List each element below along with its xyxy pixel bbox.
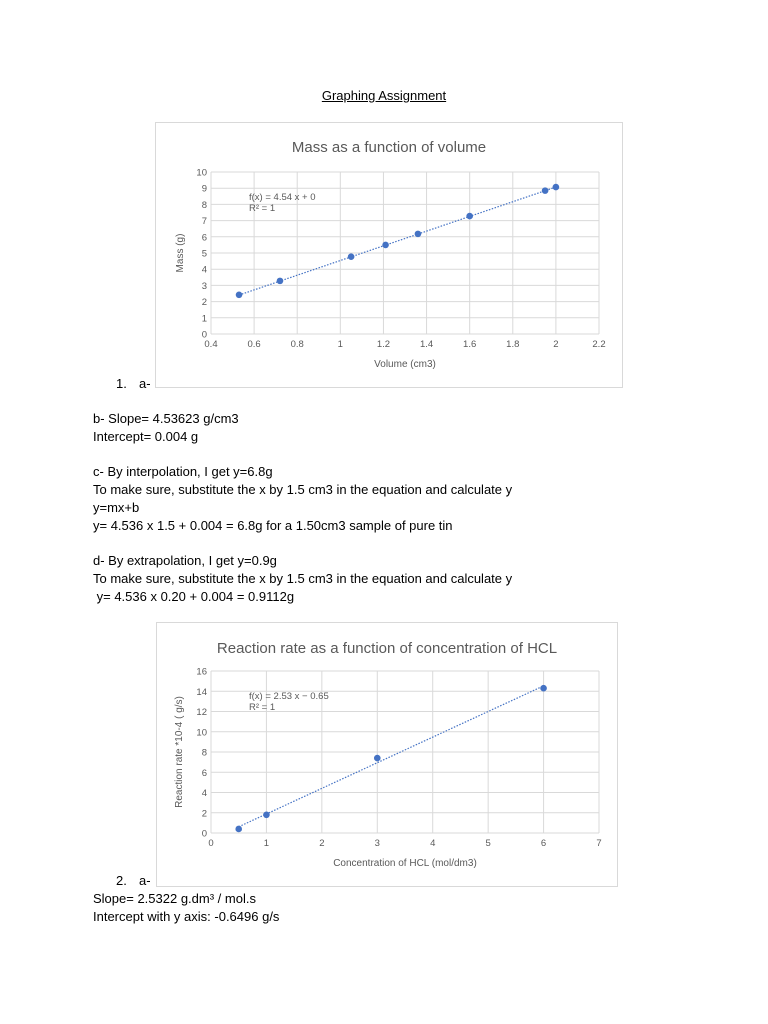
data-point bbox=[374, 755, 381, 762]
y-tick-label: 6 bbox=[201, 767, 207, 779]
q1-substitute-2: To make sure, substitute the x by 1.5 cm3 in the equation and calculate y bbox=[93, 571, 513, 586]
reaction-rate-svg bbox=[157, 623, 617, 886]
q1-extrapolation: d- By extrapolation, I get y=0.9g bbox=[93, 553, 277, 568]
x-tick-label: 0.8 bbox=[290, 339, 304, 350]
y-tick-label: 10 bbox=[196, 727, 207, 739]
y-tick-label: 4 bbox=[201, 264, 207, 276]
y-tick-label: 0 bbox=[201, 329, 207, 341]
y-tick-label: 10 bbox=[196, 167, 207, 179]
x-tick-label: 5 bbox=[485, 838, 491, 849]
chart-title: Mass as a function of volume bbox=[291, 139, 487, 156]
data-point bbox=[263, 811, 270, 818]
q1-letter: a- bbox=[139, 376, 151, 391]
data-point bbox=[382, 242, 389, 249]
x-tick-label: 1.2 bbox=[376, 339, 391, 350]
q2-slope: Slope= 2.5322 g.dm³ / mol.s bbox=[93, 891, 256, 906]
x-tick-label: 2 bbox=[553, 339, 559, 350]
y-tick-label: 6 bbox=[201, 232, 207, 244]
y-tick-label: 4 bbox=[201, 788, 207, 799]
y-tick-label: 2 bbox=[201, 808, 207, 820]
q1-calc-2: y= 4.536 x 0.20 + 0.004 = 0.9112g bbox=[93, 589, 295, 604]
x-tick-label: 1.8 bbox=[506, 339, 520, 350]
x-tick-label: 2 bbox=[319, 838, 325, 849]
q2-letter: a- bbox=[139, 873, 151, 888]
x-tick-label: 1.4 bbox=[419, 339, 434, 350]
q1-substitute-1: To make sure, substitute the x by 1.5 cm3 in the equation and calculate y bbox=[93, 482, 513, 497]
r-squared-label: R² = 1 bbox=[249, 203, 276, 214]
x-tick-label: 7 bbox=[596, 838, 602, 849]
x-tick-label: 4 bbox=[430, 838, 436, 849]
q1-equation: y=mx+b bbox=[93, 500, 140, 515]
y-tick-label: 8 bbox=[201, 199, 207, 211]
q1-interpolation: c- By interpolation, I get y=6.8g bbox=[93, 464, 273, 479]
y-axis-label: Mass (g) bbox=[175, 233, 186, 273]
x-tick-label: 6 bbox=[540, 838, 547, 849]
q1-slope: b- Slope= 4.53623 g/cm3 bbox=[93, 411, 239, 426]
trendline-equation: f(x) = 2.53 x − 0.65 bbox=[249, 691, 329, 702]
y-tick-label: 1 bbox=[201, 313, 207, 325]
trendline bbox=[239, 686, 544, 827]
data-point bbox=[540, 685, 547, 692]
x-tick-label: 1 bbox=[263, 838, 270, 849]
y-tick-label: 0 bbox=[201, 828, 207, 840]
data-point bbox=[415, 231, 422, 238]
q1-number: 1. bbox=[116, 376, 127, 391]
y-tick-label: 3 bbox=[201, 280, 207, 292]
data-point bbox=[348, 253, 355, 260]
q2-number: 2. bbox=[116, 873, 127, 888]
r-squared-label: R² = 1 bbox=[249, 702, 276, 713]
y-tick-label: 14 bbox=[196, 686, 207, 698]
q1-intercept: Intercept= 0.004 g bbox=[93, 429, 199, 444]
data-point bbox=[553, 184, 560, 191]
data-point bbox=[277, 278, 284, 285]
data-point bbox=[236, 291, 243, 298]
x-tick-label: 0 bbox=[208, 838, 214, 849]
chart-title: Reaction rate as a function of concentration of HCL bbox=[216, 640, 558, 657]
y-tick-label: 16 bbox=[196, 666, 207, 678]
x-tick-label: 0.6 bbox=[247, 339, 261, 350]
chart-reaction-rate bbox=[156, 622, 618, 887]
y-axis-label: Reaction rate *10-4 ( g/s) bbox=[174, 696, 185, 808]
y-tick-label: 2 bbox=[201, 297, 207, 309]
x-axis-label: Concentration of HCL (mol/dm3) bbox=[333, 858, 477, 869]
x-tick-label: 3 bbox=[374, 838, 380, 849]
y-tick-label: 8 bbox=[201, 747, 207, 759]
y-tick-label: 9 bbox=[201, 183, 207, 195]
x-tick-label: 2.2 bbox=[592, 339, 606, 350]
y-tick-label: 7 bbox=[201, 216, 207, 228]
document-title: Graphing Assignment bbox=[321, 88, 447, 103]
trendline bbox=[239, 187, 556, 295]
x-tick-label: 1.6 bbox=[463, 339, 477, 350]
data-point bbox=[466, 213, 473, 220]
data-point bbox=[542, 187, 549, 194]
data-point bbox=[235, 826, 242, 833]
y-tick-label: 12 bbox=[196, 707, 207, 718]
x-tick-label: 1 bbox=[337, 339, 343, 350]
x-axis-label: Volume (cm3) bbox=[374, 359, 436, 370]
q2-intercept: Intercept with y axis: -0.6496 g/s bbox=[93, 909, 280, 924]
q1-calc-1: y= 4.536 x 1.5 + 0.004 = 6.8g for a 1.50cm3 sample of pure tin bbox=[93, 518, 453, 533]
trendline-equation: f(x) = 4.54 x + 0 bbox=[249, 192, 316, 203]
y-tick-label: 5 bbox=[201, 248, 207, 260]
x-tick-label: 0.4 bbox=[204, 339, 218, 350]
mass-volume-svg bbox=[156, 123, 622, 387]
chart-mass-volume bbox=[155, 122, 623, 388]
